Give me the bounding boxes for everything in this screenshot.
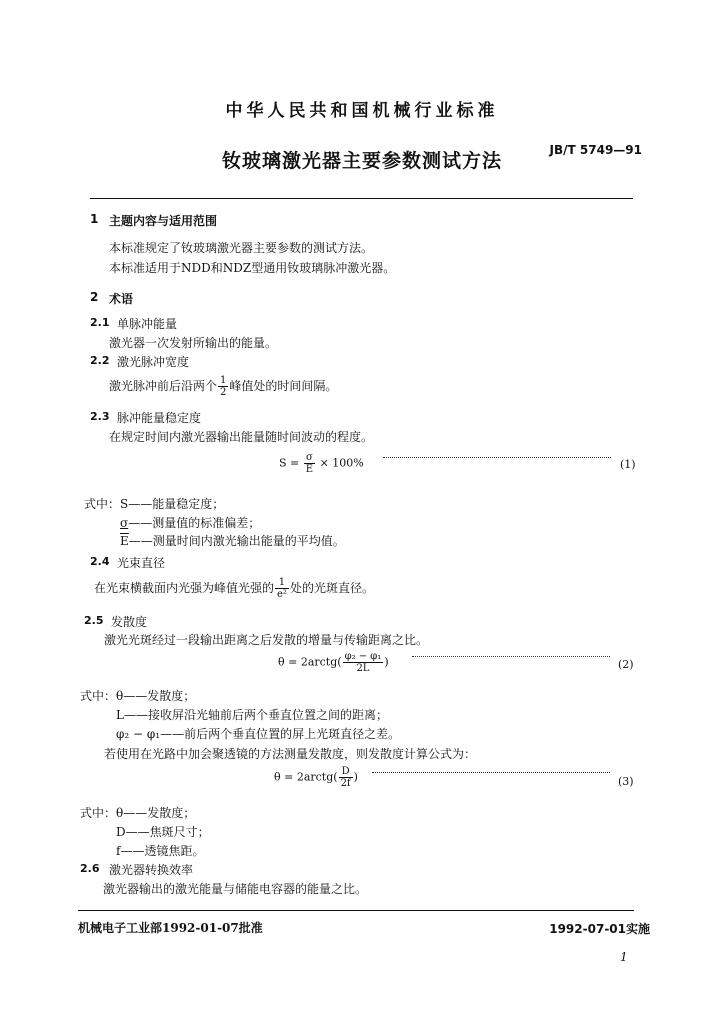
eq3-where-theta: θ——发散度； [116,806,196,820]
clause-2-2-text-after: 峰值处的时间间隔。 [229,379,338,393]
equation-1 [279,452,364,475]
equation-3 [274,766,358,789]
e-squared-fraction [275,577,289,600]
clause-2-6-title: 激光器转换效率 [109,863,194,877]
clause-2-3-title: 脉冲能量稳定度 [117,411,202,425]
section-1-paragraph-2: 本标准适用于NDD和NDZ型通用钕玻璃脉冲激光器。 [109,261,396,275]
equation-1-leader [383,457,611,458]
clause-2-3-text: 在规定时间内激光器输出能量随时间波动的程度。 [109,430,374,444]
standard-code: JB/T 5749—91 [549,143,642,157]
equation-3-number: (3) [618,775,634,788]
e-bar-symbol: $\overline{E}$ [120,534,129,548]
equation-1-lhs: S = [279,456,300,470]
equation-1-rhs: × 100% [319,456,364,470]
clause-2-4-title: 光束直径 [117,556,166,570]
clause-2-4-text-before: 在光束横截面内光强为峰值光强的 [94,581,275,595]
section-2-title: 术语 [109,292,134,306]
section-1-title: 主题内容与适用范围 [109,214,218,228]
eq3-where-f: f——透镜焦距。 [116,844,205,858]
eq3-where-label: 式中： [80,806,117,820]
eq1-where-e-text: ——测量时间内激光输出能量的平均值。 [128,534,345,548]
footer-rule [78,910,634,911]
clause-2-5-text: 激光光斑经过一段输出距离之后发散的增量与传输距离之比。 [104,633,429,647]
clause-2-6-text: 激光器输出的激光能量与储能电容器的能量之比。 [103,882,368,896]
industry-standard-heading: 中华人民共和国机械行业标准 [225,101,499,121]
equation-2-lhs: θ = 2arctg( [278,655,342,669]
eq1-where-sigma-text: ——测量值的标准偏差； [128,516,261,530]
eq1-where-label: 式中： [84,497,121,511]
e-squared-numerator: 1 [278,577,286,588]
half-fraction [218,375,228,398]
eq2-where-l: L——接收屏沿光轴前后两个垂直位置之间的距离； [116,708,388,722]
clause-2-1-title: 单脉冲能量 [117,317,178,331]
section-2-number: 2 [90,290,99,304]
equation-3-rhs: ) [353,770,358,784]
clause-2-2-text-before: 激光脉冲前后沿两个 [109,379,218,393]
equation-2-numerator: φ₂ − φ₁ [344,651,382,662]
equation-2-number: (2) [618,658,634,671]
equation-3-denominator: 2f [340,778,351,789]
equation-3-lhs: θ = 2arctg( [274,770,338,784]
equation-3-numerator: D [341,766,350,777]
divergence-lens-note: 若使用在光路中加会聚透镜的方法测量发散度，则发散度计算公式为： [104,747,477,761]
eq2-where-label: 式中： [80,689,117,703]
eq2-where-phi: φ₂ − φ₁——前后两个垂直位置的屏上光斑直径之差。 [116,727,401,741]
clause-2-3-number: 2.3 [90,410,110,423]
clause-2-2-number: 2.2 [90,354,110,367]
page-number: 1 [620,950,628,964]
equation-1-fraction [304,452,315,475]
half-denominator: 2 [220,387,227,398]
clause-2-4-text-after: 处的光斑直径。 [289,581,374,595]
clause-2-2-text [109,375,337,398]
section-1-number: 1 [90,212,99,226]
equation-1-denominator: E [305,464,314,475]
eq1-where-e [120,532,345,549]
half-numerator: 1 [220,375,227,386]
clause-2-6-number: 2.6 [80,862,100,875]
clause-2-2-title: 激光脉冲宽度 [117,355,190,369]
document-title: 钕玻璃激光器主要参数测试方法 [221,150,502,172]
clause-2-4-text [94,577,374,600]
equation-3-leader [372,772,610,773]
eq3-where-d: D——焦斑尺寸； [116,825,210,839]
header-rule [90,198,633,199]
equation-1-numerator: σ [305,452,313,463]
eq1-where-sigma [120,514,260,531]
eq2-where-theta: θ——发散度； [116,689,196,703]
effective-date: 1992-07-01实施 [549,922,650,936]
section-1-paragraph-1: 本标准规定了钕玻璃激光器主要参数的测试方法。 [109,241,374,255]
clause-2-4-number: 2.4 [90,555,110,568]
equation-2-rhs: ) [384,655,389,669]
sigma-symbol: σ [120,516,129,530]
equation-2-leader [412,656,610,657]
clause-2-1-number: 2.1 [90,316,110,329]
clause-2-5-title: 发散度 [111,615,148,629]
eq1-where-s: S——能量稳定度； [120,497,225,511]
equation-3-fraction [339,766,353,789]
equation-2 [278,651,389,674]
e-squared-denominator: e² [277,589,287,600]
approval-date: 机械电子工业部1992-01-07批准 [78,921,263,935]
clause-2-1-text: 激光器一次发射所输出的能量。 [109,336,278,350]
equation-2-fraction [343,651,384,674]
equation-2-denominator: 2L [343,662,384,674]
equation-1-number: (1) [620,458,636,471]
clause-2-5-number: 2.5 [84,614,104,627]
